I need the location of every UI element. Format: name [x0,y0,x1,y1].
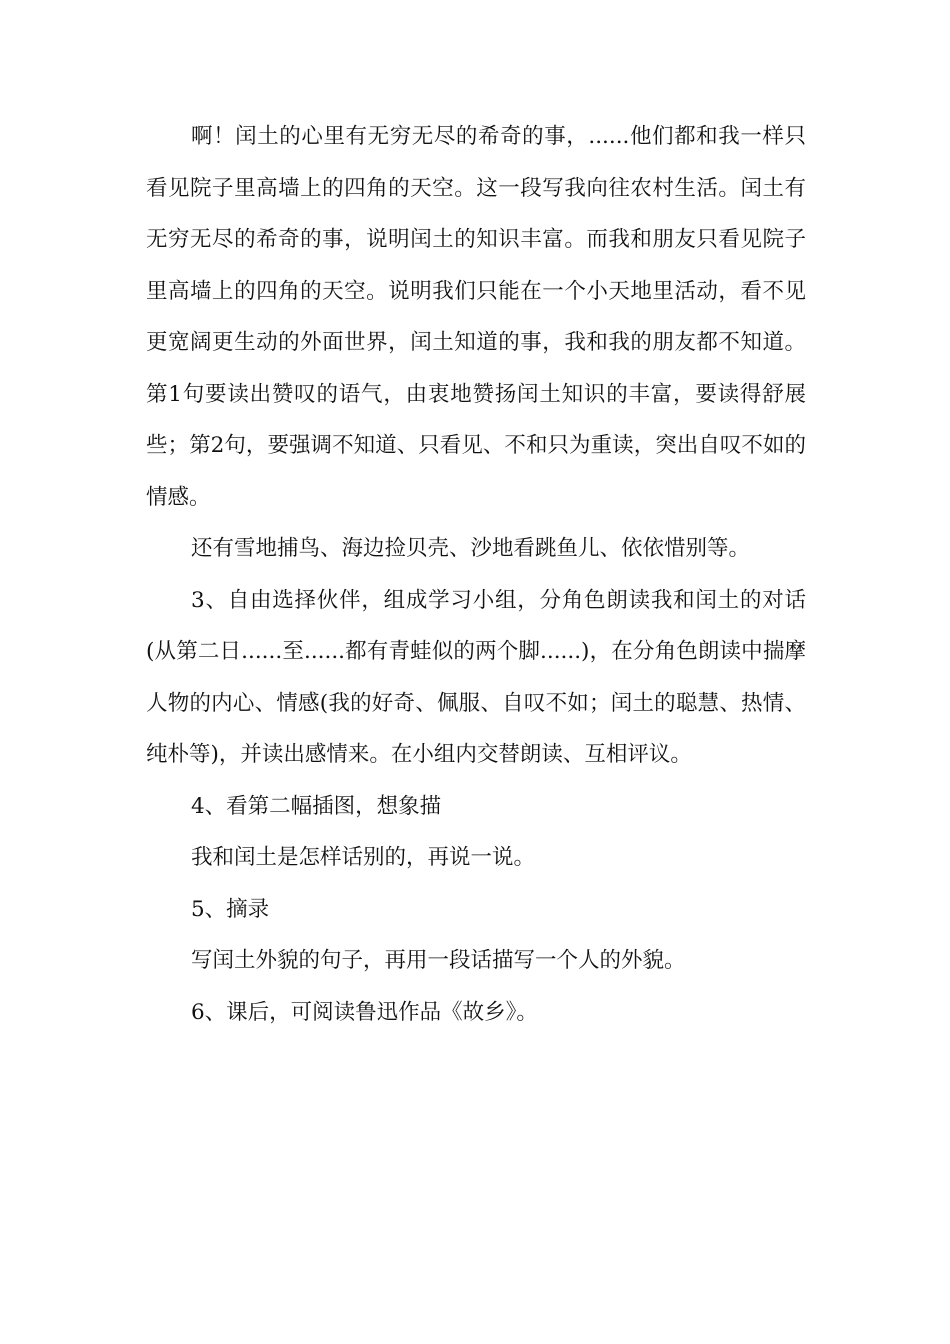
paragraph-step-5-detail: 写闰土外貌的句子，再用一段话描写一个人的外貌。 [191,948,686,973]
paragraph-step-6: 6、课后，可阅读鲁迅作品《故乡》。 [191,999,538,1025]
paragraph-step-3: 3、自由选择伙伴，组成学习小组，分角色朗读我和闰土的对话(从第二日......至......都有青蛙似的两个脚......)，在分角色朗读中揣摩人物的内心、情感(我的好奇、佩服、自叹不如；闰土的聪慧、热情、纯朴等)，并读出感情来。在小组内交替朗读、互相评议。 [146,587,806,767]
paragraph-other-events: 还有雪地捕鸟、海边捡贝壳、沙地看跳鱼儿、依依惜别等。 [191,536,751,561]
paragraph-step-4-detail: 我和闰土是怎样话别的，再说一说。 [191,845,536,870]
document-body [146,111,806,1038]
paragraph-analysis: 啊！闰土的心里有无穷无尽的希奇的事，......他们都和我一样只看见院子里高墙上的四角的天空。这一段写我向往农村生活。闰土有无穷无尽的希奇的事，说明闰土的知识丰富。而我和朋友只看见院子里高墙上的四角的天空。说明我们只能在一个小天地里活动，看不见更宽阔更生动的外面世界，闰土知道的事，我和我的朋友都不知道。第1句要读出赞叹的语气，由衷地赞扬闰土知识的丰富，要读得舒展些；第2句，要强调不知道、只看见、不和只为重读，突出自叹不如的情感。 [146,124,806,510]
paragraph-step-4: 4、看第二幅插图，想象描 [191,793,442,819]
paragraph-step-5: 5、摘录 [191,896,270,922]
